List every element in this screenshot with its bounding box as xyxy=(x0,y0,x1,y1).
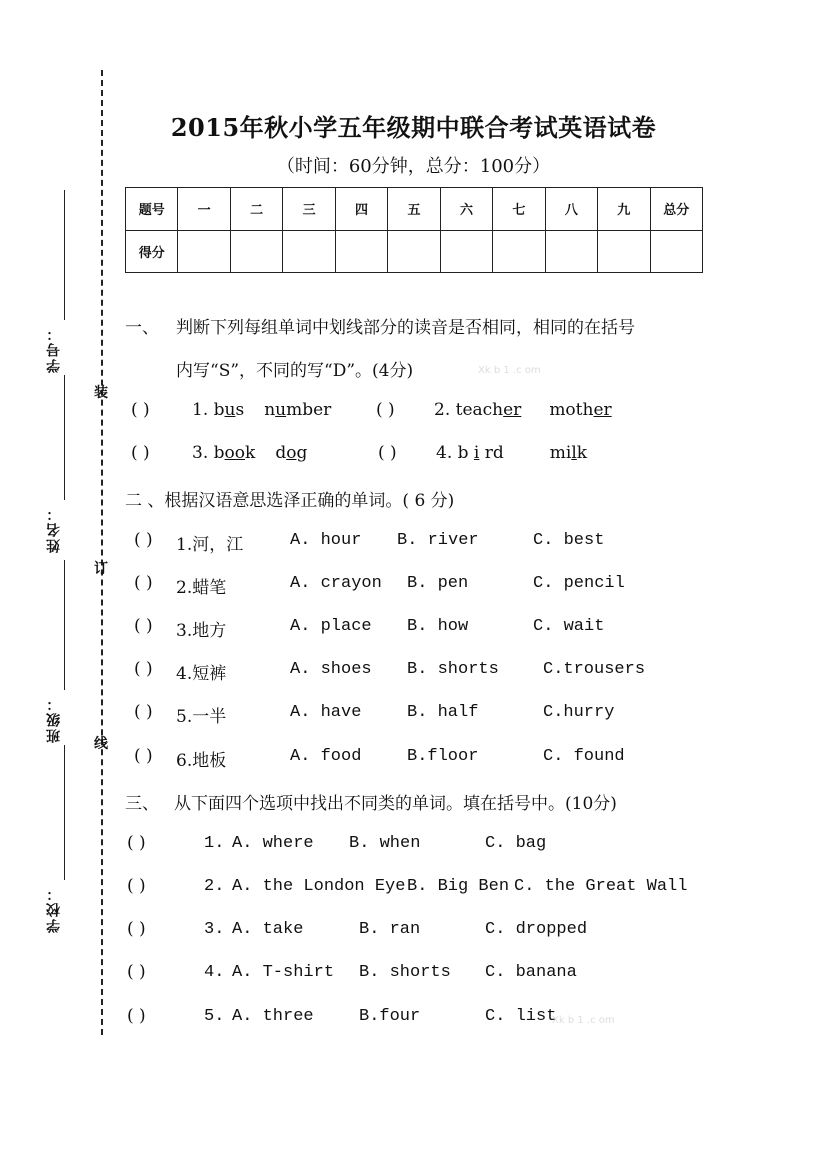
s2-q5-option-a: A. have xyxy=(290,703,362,722)
s3-q3-option-a: A. take xyxy=(232,920,304,939)
word-part: s xyxy=(235,400,245,420)
word-part: b xyxy=(213,400,225,420)
s3-q5-option-b: B.four xyxy=(359,1007,421,1026)
s2-q2-bracket[interactable]: ( ) xyxy=(134,573,153,593)
s2-q2-option-a: A. crayon xyxy=(290,574,382,593)
s2-q2-option-c: C. pencil xyxy=(533,574,625,593)
score-cell[interactable] xyxy=(335,230,387,273)
section1-number: 一、 xyxy=(125,318,159,338)
s2-q6-prompt: 6.地板 xyxy=(176,751,227,771)
section1-heading-line2: 内写“S”，不同的写“D”。(4分) xyxy=(176,361,414,381)
binding-char-zhuang: 装 xyxy=(94,385,108,401)
score-cell[interactable] xyxy=(230,230,282,273)
s2-q6-option-c: C. found xyxy=(543,747,625,766)
score-cell[interactable] xyxy=(598,230,650,273)
score-header-cell: 二 xyxy=(230,188,282,231)
school-label: 学校： xyxy=(46,885,62,933)
score-table-score-row xyxy=(126,230,703,273)
underlined-part: er xyxy=(503,400,522,420)
s3-q5-option-a: A. three xyxy=(232,1007,314,1026)
underlined-part: oo xyxy=(224,443,245,463)
s3-q2-option-c: C. the Great Wall xyxy=(514,877,688,896)
s1-q2 xyxy=(434,400,612,420)
s3-q3-option-b: B. ran xyxy=(359,920,421,939)
s1-q3-bracket[interactable]: ( ) xyxy=(131,443,150,463)
q-number: 3. xyxy=(192,443,214,463)
id-line xyxy=(64,190,65,320)
s3-q4-number: 4. xyxy=(204,963,225,982)
s3-q1-option-c: C. bag xyxy=(485,834,547,853)
s2-q2-option-b: B. pen xyxy=(407,574,469,593)
s3-q5-number: 5. xyxy=(204,1007,225,1026)
s3-q1-number: 1. xyxy=(204,834,225,853)
name-label: 姓名： xyxy=(46,505,62,553)
s1-q1-bracket[interactable]: ( ) xyxy=(131,400,150,420)
word-part: n xyxy=(264,400,276,420)
score-row-label: 得分 xyxy=(126,230,178,273)
s3-q4-option-a: A. T-shirt xyxy=(232,963,335,982)
score-header-cell: 七 xyxy=(493,188,545,231)
score-header-cell: 题号 xyxy=(126,188,178,231)
s3-q4-option-b: B. shorts xyxy=(359,963,451,982)
s3-q3-bracket[interactable]: ( ) xyxy=(127,919,146,939)
q-number: 4. xyxy=(436,443,458,463)
binding-char-xian: 线 xyxy=(94,736,108,752)
s1-q3 xyxy=(192,443,307,463)
score-header-cell: 五 xyxy=(388,188,440,231)
binding-dashed-line xyxy=(101,70,103,1035)
s2-q5-bracket[interactable]: ( ) xyxy=(134,702,153,722)
s2-q6-option-b: B.floor xyxy=(407,747,479,766)
student-id-label: 学号： xyxy=(46,325,62,373)
class-label: 班级： xyxy=(46,695,62,743)
word-part: mber xyxy=(286,400,332,420)
s2-q5-option-c: C.hurry xyxy=(543,703,615,722)
score-table xyxy=(125,187,703,273)
score-header-cell: 八 xyxy=(545,188,597,231)
s2-q4-bracket[interactable]: ( ) xyxy=(134,659,153,679)
underlined-part: i xyxy=(473,443,480,463)
watermark: Xk b 1 .c om xyxy=(478,365,541,376)
watermark: Xk b 1 .c om xyxy=(552,1015,615,1026)
score-header-cell: 九 xyxy=(598,188,650,231)
s2-q6-bracket[interactable]: ( ) xyxy=(134,746,153,766)
score-cell[interactable] xyxy=(388,230,440,273)
s2-q4-option-a: A. shoes xyxy=(290,660,372,679)
s1-q4-bracket[interactable]: ( ) xyxy=(378,443,397,463)
word-part: b xyxy=(457,443,474,463)
s3-q2-option-a: A. the London Eye xyxy=(232,877,406,896)
s2-q4-prompt: 4.短裤 xyxy=(176,664,227,684)
underlined-part: u xyxy=(224,400,236,420)
section2-heading: 二 、根据汉语意思选泽正确的单词。( 6 分) xyxy=(125,491,455,511)
score-cell[interactable] xyxy=(178,230,230,273)
section3-number: 三、 xyxy=(125,794,159,814)
name-line xyxy=(64,375,65,500)
word-part: k xyxy=(245,443,256,463)
class-line xyxy=(64,560,65,690)
section1-heading-line1: 判断下列每组单词中划线部分的读音是否相同，相同的在括号 xyxy=(176,318,635,338)
s2-q4-option-b: B. shorts xyxy=(407,660,499,679)
s3-q1-option-a: A. where xyxy=(232,834,314,853)
s2-q1-option-c: C. best xyxy=(533,531,605,550)
underlined-part: er xyxy=(593,400,612,420)
word-part: teach xyxy=(455,400,504,420)
s2-q2-prompt: 2.蜡笔 xyxy=(176,578,227,598)
s2-q4-option-c: C.trousers xyxy=(543,660,646,679)
q-number: 1. xyxy=(192,400,214,420)
underlined-part: u xyxy=(275,400,287,420)
score-header-cell: 一 xyxy=(178,188,230,231)
score-cell[interactable] xyxy=(545,230,597,273)
score-cell[interactable] xyxy=(440,230,492,273)
s2-q5-prompt: 5.一半 xyxy=(176,707,227,727)
s3-q2-number: 2. xyxy=(204,877,225,896)
s3-q1-bracket[interactable]: ( ) xyxy=(127,833,146,853)
word-part: d xyxy=(275,443,287,463)
school-line xyxy=(64,745,65,880)
score-header-cell: 总分 xyxy=(650,188,702,231)
word-part: g xyxy=(296,443,308,463)
word-part: rd xyxy=(479,443,504,463)
s3-q1-option-b: B. when xyxy=(349,834,421,853)
score-cell[interactable] xyxy=(283,230,335,273)
binding-char-ding: 订 xyxy=(94,561,108,577)
section3-heading: 从下面四个选项中找出不同类的单词。填在括号中。(10分) xyxy=(174,794,617,814)
s3-q5-bracket[interactable]: ( ) xyxy=(127,1006,146,1026)
s1-q4 xyxy=(436,443,587,463)
s2-q1-bracket[interactable]: ( ) xyxy=(134,530,153,550)
score-header-cell: 六 xyxy=(440,188,492,231)
s3-q2-bracket[interactable]: ( ) xyxy=(127,876,146,896)
score-header-cell: 四 xyxy=(335,188,387,231)
s3-q4-option-c: C. banana xyxy=(485,963,577,982)
s1-q2-bracket[interactable]: ( ) xyxy=(376,400,395,420)
word-part: k xyxy=(576,443,588,463)
s1-q1 xyxy=(192,400,331,420)
s2-q3-bracket[interactable]: ( ) xyxy=(134,616,153,636)
s3-q2-option-b: B. Big Ben xyxy=(407,877,510,896)
s2-q3-option-b: B. how xyxy=(407,617,469,636)
s2-q1-option-a: A. hour xyxy=(290,531,362,550)
s2-q3-prompt: 3.地方 xyxy=(176,621,227,641)
word-part: moth xyxy=(549,400,594,420)
exam-subtitle: （时间：60分钟，总分：100分） xyxy=(276,156,551,177)
underlined-part: l xyxy=(571,443,577,463)
underlined-part: o xyxy=(286,443,297,463)
s3-q3-number: 3. xyxy=(204,920,225,939)
s2-q6-option-a: A. food xyxy=(290,747,362,766)
s3-q5-option-c: C. list xyxy=(485,1007,557,1026)
s2-q1-prompt: 1.河，江 xyxy=(176,535,244,555)
score-header-cell: 三 xyxy=(283,188,335,231)
score-cell[interactable] xyxy=(493,230,545,273)
s2-q3-option-c: C. wait xyxy=(533,617,605,636)
s2-q1-option-b: B. river xyxy=(397,531,479,550)
s2-q3-option-a: A. place xyxy=(290,617,372,636)
s3-q4-bracket[interactable]: ( ) xyxy=(127,962,146,982)
page-title: 2015年秋小学五年级期中联合考试英语试卷 xyxy=(170,113,657,142)
score-cell[interactable] xyxy=(650,230,702,273)
s3-q3-option-c: C. dropped xyxy=(485,920,588,939)
q-number: 2. xyxy=(434,400,456,420)
s2-q5-option-b: B. half xyxy=(407,703,479,722)
score-table-header-row xyxy=(126,188,703,231)
word-part: b xyxy=(213,443,225,463)
word-part: mi xyxy=(549,443,572,463)
